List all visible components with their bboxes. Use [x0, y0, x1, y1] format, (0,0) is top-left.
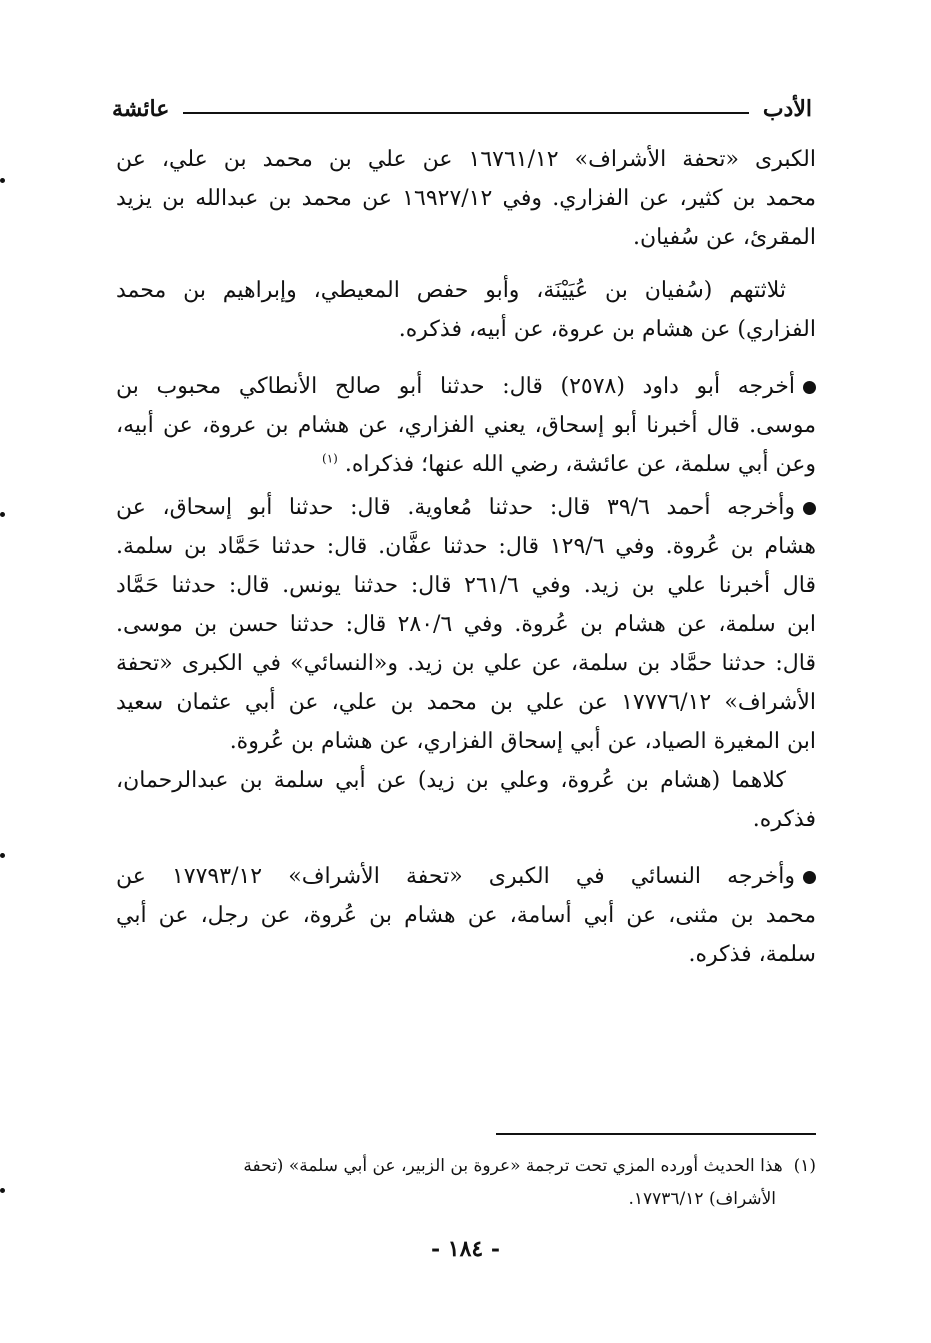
page-number: - ١٨٤ -	[430, 1236, 501, 1262]
text-line: الفزاري) عن هشام بن عروة، عن أبيه، فذكره.	[398, 317, 816, 342]
footnote-separator	[496, 1133, 816, 1135]
section-title: عائشة	[112, 96, 170, 122]
bullet-dot-icon	[803, 502, 816, 515]
text-line: كلاهما (هشام بن عُروة، وعلي بن زيد) عن أبي سلمة بن عبدالرحمان،	[116, 768, 786, 793]
bullet-dot-icon	[803, 381, 816, 394]
text-line: قال: حدثنا حمَّاد بن سلمة، عن علي بن زيد. و«النسائي» في الكبرى «تحفة	[116, 651, 816, 676]
footnote	[116, 1150, 816, 1216]
text-line: المقرئ، عن سُفيان.	[632, 225, 816, 250]
text-line: هشام بن عُروة. وفي ١٢٩/٦ قال: حدثنا عفَّان. قال: حدثنا حَمَّاد بن سلمة.	[116, 534, 816, 559]
text-line: فذكره.	[752, 807, 816, 832]
scan-edge-mark	[0, 853, 5, 858]
text-line: الأشراف» ١٧٧٧٦/١٢ عن علي بن محمد بن علي، عن أبي عثمان سعيد	[116, 690, 816, 715]
footnote-reference: (١)	[322, 451, 338, 466]
scan-edge-mark	[0, 512, 5, 517]
paragraph-5	[116, 761, 816, 839]
main-text	[116, 140, 816, 974]
bullet-dot-icon	[803, 871, 816, 884]
text-line: قال أخبرنا علي بن زيد. وفي ٢٦١/٦ قال: حدثنا يونس. قال: حدثنا حَمَّاد	[116, 573, 816, 598]
scan-edge-mark	[0, 178, 5, 183]
paragraph-3	[116, 367, 816, 484]
text-line: الكبرى «تحفة الأشراف» ١٦٧٦١/١٢ عن علي بن محمد بن علي، عن	[116, 147, 816, 172]
text-line-content: وعن أبي سلمة، عن عائشة، رضي الله عنها؛ فذكراه.	[344, 452, 816, 477]
running-header	[112, 86, 812, 122]
text-line	[116, 367, 816, 406]
footnote-line	[116, 1150, 816, 1183]
footnote-line: الأشراف) ١٧٧٣٦/١٢.	[628, 1189, 776, 1209]
text-line-content: وأخرجه أحمد ٣٩/٦ قال: حدثنا مُعاوية. قال: حدثنا أبو إسحاق، عن	[116, 495, 795, 520]
paragraph-6	[116, 857, 816, 974]
text-line	[116, 857, 816, 896]
footnote-number: (١)	[793, 1156, 816, 1176]
paragraph-1	[116, 140, 816, 257]
text-line: موسى. قال أخبرنا أبو إسحاق، يعني الفزاري، عن هشام بن عروة، عن أبيه،	[116, 413, 816, 438]
header-rule	[183, 112, 748, 114]
paragraph-2	[116, 271, 816, 349]
footnote-text: هذا الحديث أورده المزي تحت ترجمة «عروة بن الزبير، عن أبي سلمة» (تحفة	[243, 1156, 783, 1176]
scan-edge-mark	[0, 1188, 5, 1193]
text-line	[116, 445, 816, 484]
text-line: سلمة، فذكره.	[688, 942, 816, 967]
text-line: ابن المغيرة الصياد، عن أبي إسحاق الفزاري، عن هشام بن عُروة.	[229, 729, 816, 754]
text-line: محمد بن كثير، عن الفزاري. وفي ١٦٩٢٧/١٢ عن محمد بن عبدالله بن يزيد	[116, 186, 816, 211]
text-line-content: أخرجه أبو داود (٢٥٧٨) قال: حدثنا أبو صالح الأنطاكي محبوب بن	[116, 374, 795, 399]
paragraph-4	[116, 488, 816, 761]
text-line	[116, 488, 816, 527]
text-line: ابن سلمة، عن هشام بن عُروة. وفي ٢٨٠/٦ قال: حدثنا حسن بن موسى.	[116, 612, 816, 637]
text-line: محمد بن مثنى، عن أبي أسامة، عن هشام بن عُروة، عن رجل، عن أبي	[116, 903, 816, 928]
text-line-content: وأخرجه النسائي في الكبرى «تحفة الأشراف» ١٧٧٩٣/١٢ عن	[116, 864, 795, 889]
text-line: ثلاثتهم (سُفيان بن عُيَيْنَة، وأبو حفص المعيطي، وإبراهيم بن محمد	[116, 278, 786, 303]
chapter-title: الأدب	[762, 96, 812, 122]
